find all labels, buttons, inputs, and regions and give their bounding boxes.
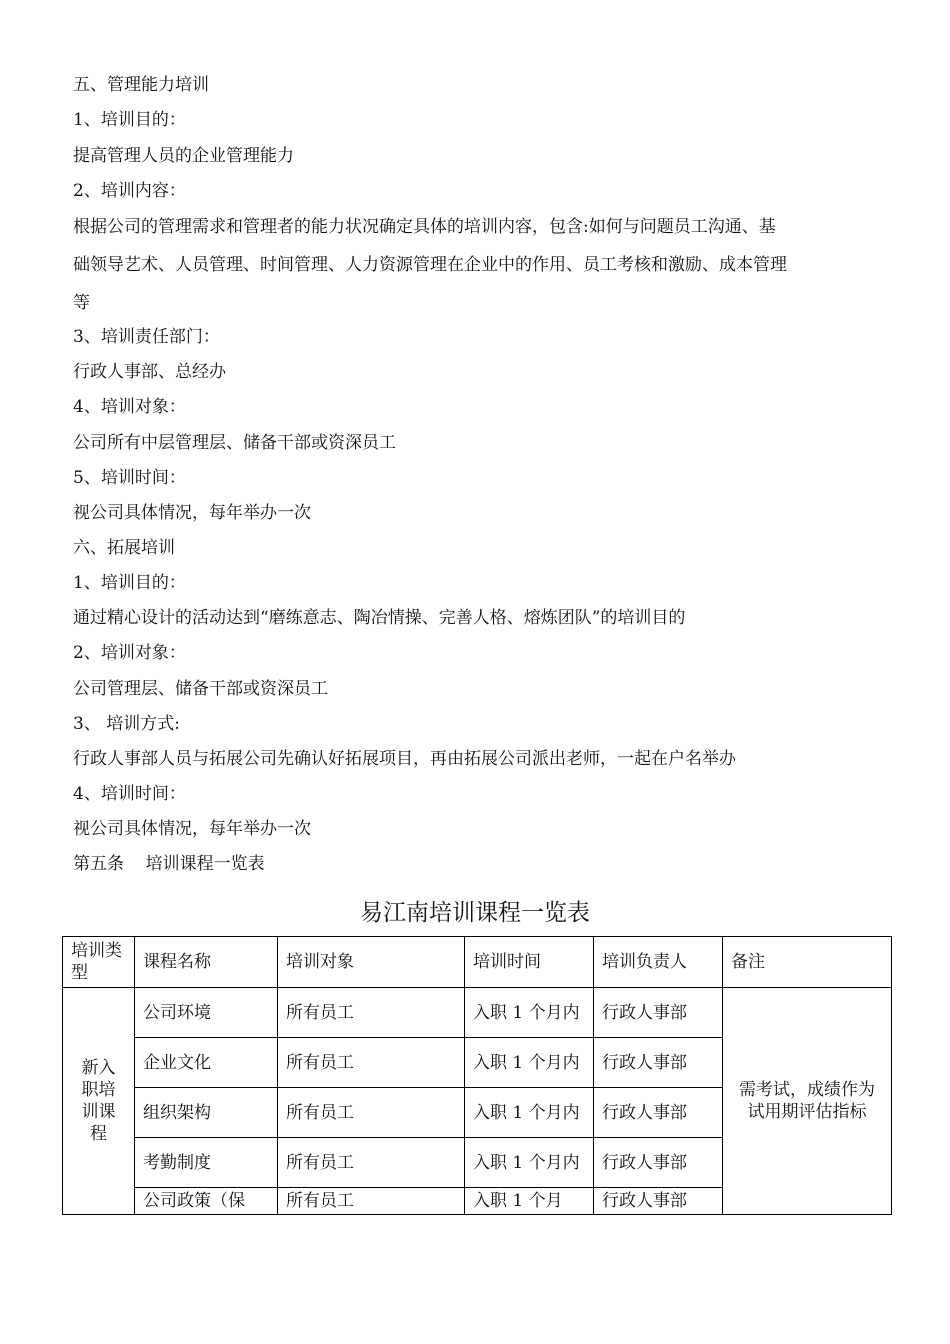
target-cell: 所有员工 xyxy=(278,1138,465,1188)
header-note: 备注 xyxy=(723,937,892,988)
item-dept-label: 3、培训责任部门： xyxy=(73,327,220,347)
target-cell: 所有员工 xyxy=(278,988,465,1038)
table-header-row xyxy=(63,937,892,988)
course-table xyxy=(62,936,892,1215)
owner-cell: 行政人事部 xyxy=(594,988,723,1038)
owner-cell: 行政人事部 xyxy=(594,1038,723,1088)
time-cell: 入职 1 个月内 xyxy=(465,1138,594,1188)
item-target-label-2: 2、培训对象： xyxy=(73,643,186,663)
item-time-text: 视公司具体情况，每年举办一次 xyxy=(73,503,311,523)
course-name-cell: 考勤制度 xyxy=(135,1138,278,1188)
section-heading-management-training: 五、管理能力培训 xyxy=(73,75,209,95)
header-course: 课程名称 xyxy=(135,937,278,988)
header-time: 培训时间 xyxy=(465,937,594,988)
target-cell: 所有员工 xyxy=(278,1088,465,1138)
time-cell: 入职 1 个月内 xyxy=(465,988,594,1038)
header-target: 培训对象 xyxy=(278,937,465,988)
item-content-text-line2: 础领导艺术、人员管理、时间管理、人力资源管理在企业中的作用、员工考核和激励、成本管理 xyxy=(73,255,787,275)
course-name-cell: 公司政策（保 xyxy=(135,1188,278,1215)
table-title: 易江南培训课程一览表 xyxy=(360,900,590,926)
time-cell: 入职 1 个月内 xyxy=(465,1038,594,1088)
course-name-cell: 企业文化 xyxy=(135,1038,278,1088)
item-method-label: 3、 培训方式: xyxy=(73,714,180,734)
item-time-text-2: 视公司具体情况，每年举办一次 xyxy=(73,819,311,839)
target-cell: 所有员工 xyxy=(278,1038,465,1088)
item-content-label: 2、培训内容： xyxy=(73,181,186,201)
time-cell: 入职 1 个月内 xyxy=(465,1088,594,1138)
owner-cell: 行政人事部 xyxy=(594,1088,723,1138)
item-time-label-2: 4、培训时间： xyxy=(73,784,186,804)
item-purpose-text: 提高管理人员的企业管理能力 xyxy=(73,146,294,166)
item-purpose-label: 1、培训目的： xyxy=(73,110,186,130)
item-target-text: 公司所有中层管理层、储备干部或资深员工 xyxy=(73,433,396,453)
section-heading-outward-training: 六、拓展培训 xyxy=(73,538,175,558)
item-method-text: 行政人事部人员与拓展公司先确认好拓展项目，再由拓展公司派出老师，一起在户名举办 xyxy=(73,749,736,769)
header-owner: 培训负责人 xyxy=(594,937,723,988)
item-content-text-line3: 等 xyxy=(73,293,90,313)
item-purpose-text-2: 通过精心设计的活动达到“磨练意志、陶冶情操、完善人格、熔炼团队”的培训目的 xyxy=(73,608,686,628)
course-name-cell: 组织架构 xyxy=(135,1088,278,1138)
owner-cell: 行政人事部 xyxy=(594,1188,723,1215)
item-content-text-line1: 根据公司的管理需求和管理者的能力状况确定具体的培训内容，包含:如何与问题员工沟通、基 xyxy=(73,217,776,237)
training-type-cell: 新入职培训课程 xyxy=(63,988,135,1215)
course-name-cell: 公司环境 xyxy=(135,988,278,1038)
item-target-label: 4、培训对象： xyxy=(73,397,186,417)
item-purpose-label-2: 1、培训目的： xyxy=(73,573,186,593)
item-time-label: 5、培训时间： xyxy=(73,468,186,488)
owner-cell: 行政人事部 xyxy=(594,1138,723,1188)
time-cell: 入职 1 个月 xyxy=(465,1188,594,1215)
item-target-text-2: 公司管理层、储备干部或资深员工 xyxy=(73,679,328,699)
header-type: 培训类型 xyxy=(63,937,135,988)
note-cell: 需考试，成绩作为试用期评估指标 xyxy=(723,988,892,1215)
table-row xyxy=(63,988,892,1038)
target-cell: 所有员工 xyxy=(278,1188,465,1215)
article-heading: 第五条 培训课程一览表 xyxy=(73,854,265,874)
item-dept-text: 行政人事部、总经办 xyxy=(73,362,226,382)
